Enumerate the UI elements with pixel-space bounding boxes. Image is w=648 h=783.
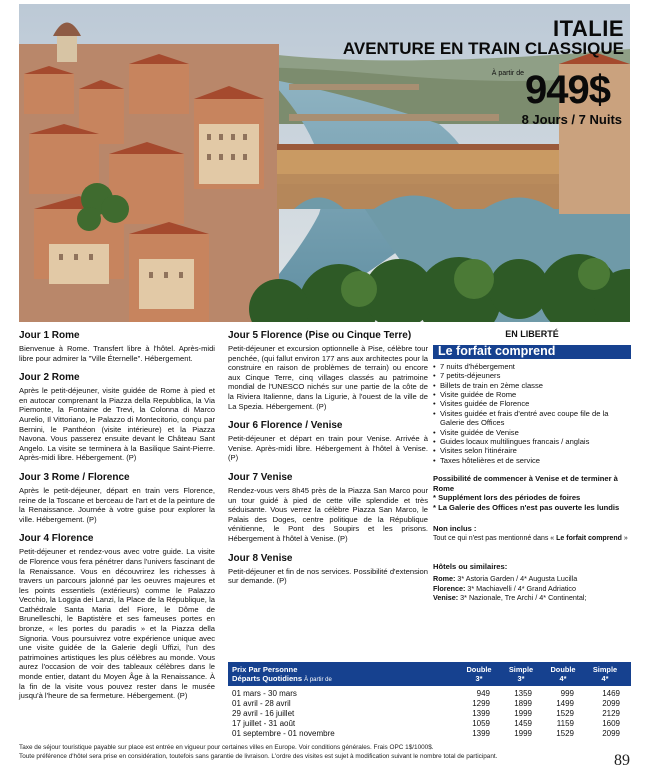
day-title: Jour 2 Rome xyxy=(19,372,80,384)
table-row xyxy=(228,729,631,739)
list-item: • 7 nuits d'hébergement xyxy=(433,362,631,371)
trip-subtitle: AVENTURE EN TRAIN CLASSIQUE xyxy=(342,39,624,58)
price-amount: 949$ xyxy=(525,68,610,112)
day-title: Jour 8 Venise xyxy=(228,552,293,564)
hero-photo xyxy=(19,4,630,322)
itinerary-day xyxy=(19,372,215,463)
list-item: • Taxes hôtelières et de service xyxy=(433,456,631,465)
itinerary-day xyxy=(228,553,428,586)
footnote-tax: Taxe de séjour touristique payable sur place est entrée en vigueur pour certaines villes en Europe. Voir conditions générales. Frais OPC 1$/1000$. xyxy=(19,744,434,751)
day-description: Rendez-vous vers 8h45 près de la Piazza San Marco pour un tour guidé à pied de cette ville splendide et très séduisante. Vous verrez la célèbre Piazza San Marco, le Palais des Doges, centre politique de la République vénitienne, le Pont des Soupirs et les prisons. Hébergement à l'hôtel à Venise. (P) xyxy=(228,485,428,543)
table-row xyxy=(228,699,631,709)
hotel-row xyxy=(433,584,631,593)
day-description: Petit-déjeuner et fin de nos services. Possibilité d'extension sur demande. (P) xyxy=(228,566,428,586)
list-item: • Visites selon l'itinéraire xyxy=(433,446,631,455)
not-included-text xyxy=(433,534,631,543)
day-description: Après le petit-déjeuner, départ en train vers Florence, reine de la Toscane et berceau de l'art et de la peinture de la Renaissance. Journée à votre guise pour explorer la ville. Hébergement. (P) xyxy=(19,485,215,524)
table-row xyxy=(228,689,631,699)
price-cell: 1299 xyxy=(472,699,490,708)
price-table xyxy=(228,662,631,739)
itinerary-column-2 xyxy=(228,330,428,595)
column-header-stars: 3* xyxy=(517,674,525,683)
note-fair-supplement: * Supplément lors des périodes de foires xyxy=(433,493,581,503)
package-includes-list xyxy=(433,362,631,465)
column-header-room: Double xyxy=(550,665,576,674)
not-included-suffix: » xyxy=(621,535,628,543)
travel-style-heading: EN LIBERTÉ xyxy=(505,329,559,339)
price-cell: 2099 xyxy=(602,729,620,738)
price-cell: 1359 xyxy=(514,689,532,698)
destination-country: ITALIE xyxy=(552,16,624,41)
column-header-room: Simple xyxy=(508,665,534,674)
list-item: • Visites guidée de Florence xyxy=(433,399,631,408)
footnote-hotel-preference: Toute préférence d'hôtel sera prise en considération, toutefois sans garantie de livraison. L'ordre des visites est sujet à modification suivant le nombre total de participant. xyxy=(19,752,498,760)
itinerary-day xyxy=(19,533,215,701)
price-cell: 2129 xyxy=(602,709,620,718)
price-cell: 1529 xyxy=(556,729,574,738)
price-cell: 1609 xyxy=(602,719,620,728)
row-dates: 01 avril - 28 avril xyxy=(232,699,291,708)
day-title: Jour 3 Rome / Florence xyxy=(19,471,130,483)
price-cell: 1999 xyxy=(514,709,532,718)
header-line-2 xyxy=(232,674,332,685)
day-title: Jour 7 Venise xyxy=(228,471,293,483)
list-item: • Visite guidée de Rome xyxy=(433,390,631,399)
hotel-city: Florence: xyxy=(433,583,466,593)
list-item: • Visite guidée de Venise xyxy=(433,428,631,437)
column-header xyxy=(461,665,497,683)
column-header xyxy=(545,665,581,683)
column-header-stars: 3* xyxy=(475,674,483,683)
day-description: Petit-déjeuner et départ en train pour Venise. Arrivée à Venise. Après-midi libre. Hébergement à l'hôtel à Venise. (P) xyxy=(228,434,428,463)
row-dates: 17 juillet - 31 août xyxy=(232,719,296,728)
day-title: Jour 5 Florence (Pise ou Cinque Terre) xyxy=(228,330,412,341)
column-header xyxy=(503,665,539,683)
hotels-heading: Hôtels ou similaires: xyxy=(433,561,508,571)
day-description: Petit-déjeuner et rendez-vous avec votre guide. La visite de Florence vous fera pénétrer dans l'univers fascinant de la Renaissance. Vous en découvrirez les richesses à travers un parcours jalonné par les oeuvres majeures et les points essentiels (extérieurs) comme le Palazzo Vecchio, la Loggia dei Lanzi, la Place de la République, la Cathédrale Santa Maria del Fiore, le Dôme de Brunelleschi, le Baptistère et ses fameuses portes en bronze, « les portes du paradis » et la Piazza della Signoria. Vous poursuivrez votre expérience unique avec une visite guidée de la Galerie degli Uffizi, l'un des patrimoines artistiques les plus célèbres au monde. Vous aurez l'occasion de voir des tableaux célèbres dans le monde entier, datant du Moyen Âge à la Renaissance. À la fin de la visite vous pouvez rester dans le musée jusqu'à l'heure de sa fermeture. Hébergement. (P) xyxy=(19,547,215,701)
price-cell: 1399 xyxy=(472,729,490,738)
price-cell: 1529 xyxy=(556,709,574,718)
hotel-names: 3* Astoria Garden / 4* Augusta Lucilla xyxy=(457,574,578,584)
itinerary-column-1 xyxy=(19,330,215,710)
price-cell: 1159 xyxy=(556,719,574,728)
list-item: • Billets de train en 2ème classe xyxy=(433,381,631,390)
column-header-room: Double xyxy=(466,665,492,674)
column-header xyxy=(587,665,623,683)
price-table-header xyxy=(228,662,631,686)
day-title: Jour 6 Florence / Venise xyxy=(228,420,343,432)
table-row xyxy=(228,709,631,719)
price-cell: 1059 xyxy=(472,719,490,728)
price-prefix: À partir de xyxy=(491,70,524,77)
price-cell: 1899 xyxy=(514,699,532,708)
not-included-prefix: Tout ce qui n'est pas mentionné dans « xyxy=(433,535,557,543)
not-included-ref: Le forfait comprend xyxy=(556,535,622,543)
footnotes xyxy=(19,744,579,761)
list-item: • Guides locaux multilingues francais / anglais xyxy=(433,437,631,446)
page-number: 89 xyxy=(614,752,630,769)
price-cell: 1469 xyxy=(602,689,620,698)
hotel-names: 3* Machiavelli / 4* Grand Adriatico xyxy=(467,583,577,593)
note-uffizi-closed: * La Galerie des Offices n'est pas ouverte les lundis xyxy=(433,502,620,512)
hotel-row xyxy=(433,593,631,602)
price-cell: 1399 xyxy=(472,709,490,718)
list-item: • 7 petits-déjeuners xyxy=(433,371,631,380)
itinerary-day xyxy=(228,472,428,544)
price-cell: 1499 xyxy=(556,699,574,708)
price-cell: 1999 xyxy=(514,729,532,738)
price-cell: 999 xyxy=(560,689,574,698)
package-sidebar xyxy=(433,330,631,602)
list-item: • Visites guidée et frais d'entré avec coupe file de la Galerie des Offices xyxy=(433,409,631,428)
column-header-stars: 4* xyxy=(559,674,567,683)
header-departures: Départs Quotidiens xyxy=(232,674,303,683)
day-description: Petit-déjeuner et excursion optionnelle à Pise, célèbre tour penchée, (qui fallut environ 177 ans aux architectes pour la construire en raison de problèmes de terrain) ou encore aux Cinque Terre, cinq villages classés au patrimoine mondial de l'UNESCO nichés sur une partie de la côte de la Riviera Italienne, dans la Ligurie, à l'ouest de la ville de La Spezia. Hébergement. (P) xyxy=(228,344,428,411)
package-includes-heading: Le forfait comprend xyxy=(433,345,631,358)
price-table-header-label xyxy=(232,665,332,685)
day-description: Bienvenue à Rome. Transfert libre à l'hôtel. Après-midi libre pour admirer la "Ville Éternelle". Hébergement. xyxy=(19,344,215,363)
row-dates: 29 avril - 16 juillet xyxy=(232,709,295,718)
hotel-names: 3* Nazionale, Tre Archi / 4* Continental; xyxy=(460,592,587,602)
itinerary-day xyxy=(19,330,215,363)
not-included-heading: Non inclus : xyxy=(433,523,477,533)
row-dates: 01 mars - 30 mars xyxy=(232,689,297,698)
note-start-venice: Possibilité de commencer à Venise et de terminer à Rome xyxy=(433,474,618,493)
row-dates: 01 septembre - 01 novembre xyxy=(232,729,335,738)
header-line-1: Prix Par Personne xyxy=(232,665,298,674)
table-row xyxy=(228,719,631,729)
package-notes xyxy=(433,474,631,512)
itinerary-day xyxy=(228,420,428,463)
trip-duration: 8 Jours / 7 Nuits xyxy=(521,112,622,127)
day-title: Jour 4 Florence xyxy=(19,533,94,545)
hotel-city: Venise: xyxy=(433,592,459,602)
price-cell: 2099 xyxy=(602,699,620,708)
price-cell: 949 xyxy=(476,689,490,698)
header-from: À partir de xyxy=(304,677,332,683)
hotel-row xyxy=(433,574,631,583)
day-title: Jour 1 Rome xyxy=(19,330,80,341)
column-header-stars: 4* xyxy=(601,674,609,683)
price-cell: 1459 xyxy=(514,719,532,728)
day-description: Après le petit-déjeuner, visite guidée de Rome à pied et en autocar comprenant la Piazza della Repubblica, la Via Piemonte, la Fontaine de Trevi, la Colonna di Marco Aurelio, Il Vittoriano, le Palazzo di Montecitorio, conçu par Bernini, le Panthéon (visite intérieure) et la Piazza Navona. Vous passerez ensuite devant le Château Sant Angelo. La visite se terminera à la Basilique Saint-Pierre. Après-midi libre. Hébergement. (P) xyxy=(19,386,215,463)
itinerary-day xyxy=(19,472,215,524)
column-header-room: Simple xyxy=(592,665,618,674)
hero-title-block xyxy=(343,18,624,58)
itinerary-day xyxy=(228,330,428,411)
hotel-city: Rome: xyxy=(433,574,456,584)
